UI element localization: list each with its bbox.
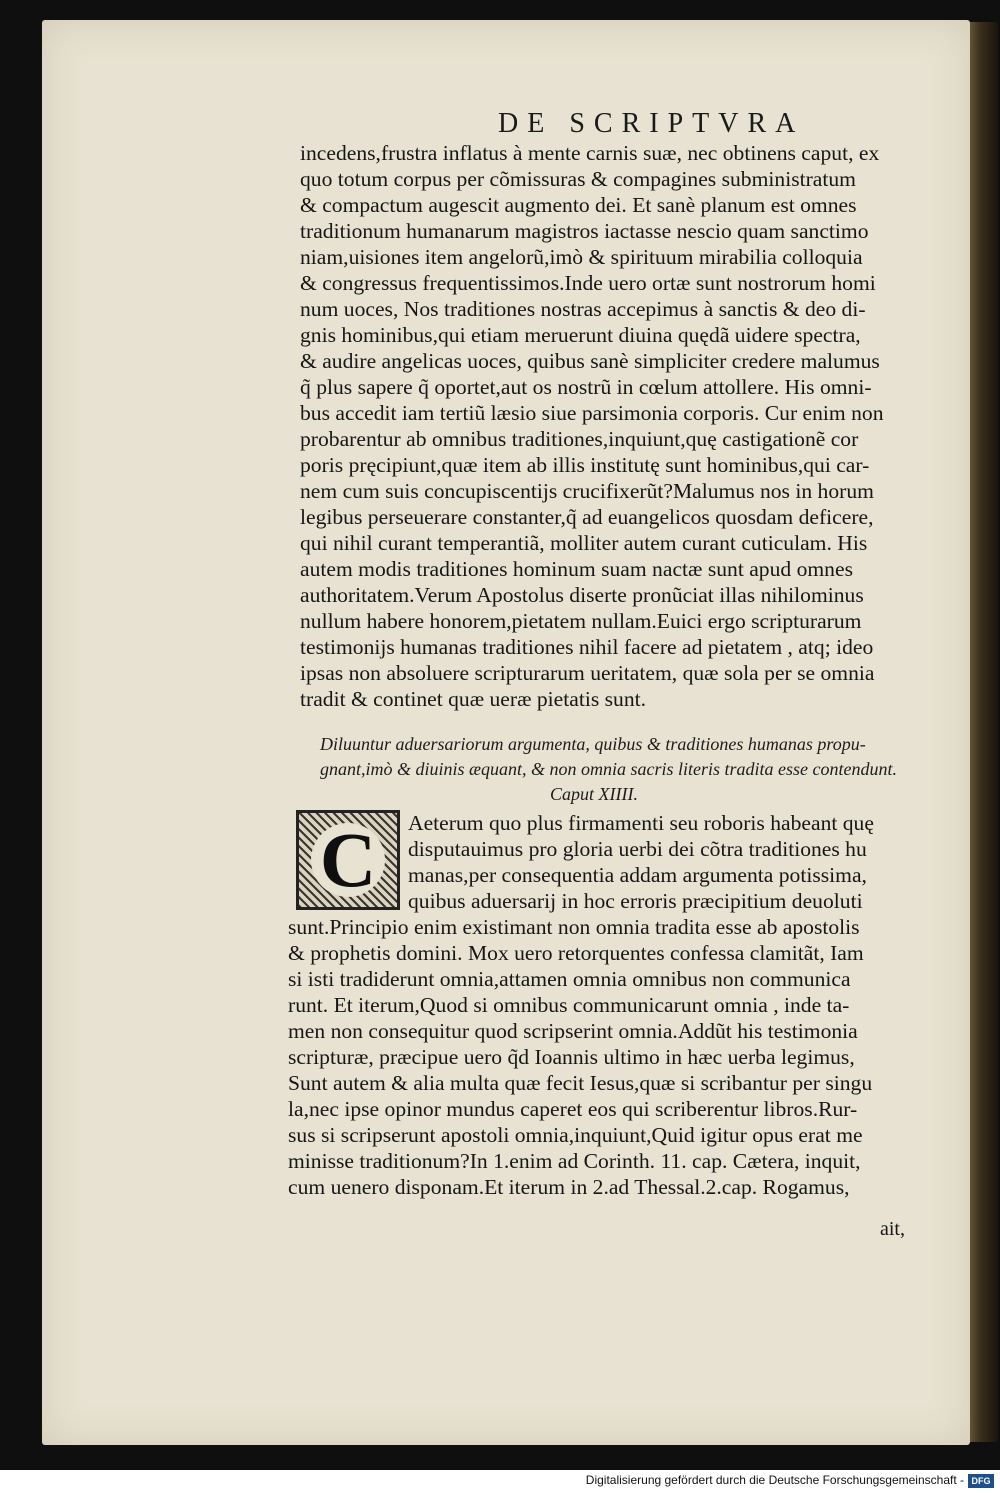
text-line: scripturæ, præcipue uero q̃d Ioannis ultimo in hæc uerba legimus, (288, 1045, 855, 1069)
text-line: & congressus frequentissimos.Inde uero ortæ sunt nostrorum homi (300, 271, 876, 295)
body-text (300, 140, 930, 712)
text-line: cum uenero disponam.Et iterum in 2.ad Thessal.2.cap. Rogamus, (288, 1175, 850, 1199)
text-line: la,nec ipse opinor mundus caperet eos qui scriberentur libros.Rur- (288, 1097, 858, 1121)
text-line: traditionum humanarum magistros iactasse nescio quam sanctimo (300, 219, 869, 243)
text-line: disputauimus pro gloria uerbi dei cõtra traditiones hu (408, 837, 867, 861)
text-line: poris pręcipiunt,quæ item ab illis institutę sunt hominibus,qui car- (300, 453, 870, 477)
text-line: gnis hominibus,qui etiam meruerunt diuina quędã uidere spectra, (300, 323, 861, 347)
chapter-text (288, 810, 928, 1200)
text-line: nullum habere honorem,pietatem nullam.Euici ergo scripturarum (300, 609, 862, 633)
text-line: incedens,frustra inflatus à mente carnis suæ, nec obtinens caput, ex (300, 141, 880, 165)
text-line: nem cum suis concupiscentijs crucifixerũt?Malumus nos in horum (300, 479, 874, 503)
text-line: quibus aduersarij in hoc erroris præcipitium deuoluti (408, 889, 863, 913)
text-line: manas,per consequentia addam argumenta potissima, (408, 863, 867, 887)
text-line: Aeterum quo plus firmamenti seu roboris habeant quę (408, 811, 874, 835)
chapter-caption (320, 732, 930, 807)
book-edge (968, 22, 998, 1442)
text-line: sus si scripserunt apostoli omnia,inquiunt,Quid igitur opus erat me (288, 1123, 863, 1147)
initial-letter: C (311, 823, 385, 897)
text-line: runt. Et iterum,Quod si omnibus communicarunt omnia , inde ta- (288, 993, 850, 1017)
text-line: Sunt autem & alia multa quæ fecit Iesus,quæ si scribantur per singu (288, 1071, 873, 1095)
text-line: & audire angelicas uoces, quibus sanè simpliciter credere malumus (300, 349, 880, 373)
text-line: niam,uisiones item angelorũ,imò & spirituum mirabilia colloquia (300, 245, 863, 269)
text-line: num uoces, Nos traditiones nostras accepimus à sanctis & deo di- (300, 297, 866, 321)
footer-bar (0, 1470, 1000, 1493)
chapter-number: Caput XIIII. (550, 784, 638, 804)
caption-line: Diluuntur aduersariorum argumenta, quibus & traditiones humanas propu- (320, 734, 866, 754)
text-line: quo totum corpus per cõmissuras & compagines subministratum (300, 167, 856, 191)
text-line: bus accedit iam tertiũ læsio siue parsimonia corporis. Cur enim non (300, 401, 884, 425)
text-line: minisse traditionum?In 1.enim ad Corinth. 11. cap. Cætera, inquit, (288, 1149, 861, 1173)
text-line: ipsas non absoluere scripturarum ueritatem, quæ sola per se omnia (300, 661, 875, 685)
catchword: ait, (880, 1218, 905, 1240)
text-line: & compactum augescit augmento dei. Et sanè planum est omnes (300, 193, 857, 217)
text-line: authoritatem.Verum Apostolus diserte pronũciat illas nihilominus (300, 583, 864, 607)
text-line: probarentur ab omnibus traditiones,inquiunt,quę castigationẽ cor (300, 427, 859, 451)
text-line: si isti tradiderunt omnia,attamen omnia omnibus non communica (288, 967, 851, 991)
caption-line: gnant,imò & diuinis æquant, & non omnia sacris literis tradita esse contendunt. (320, 759, 898, 779)
running-head: DE SCRIPTVRA (498, 108, 805, 139)
funding-notice: Digitalisierung gefördert durch die Deutsche Forschungsgemeinschaft - (585, 1473, 964, 1487)
text-line: autem modis traditiones hominum suam nactæ sunt apud omnes (300, 557, 853, 581)
text-line: qui nihil curant temperantiã, molliter autem curant cuticulam. His (300, 531, 868, 555)
text-line: tradit & continet quæ ueræ pietatis sunt. (300, 687, 647, 711)
text-line: men non consequitur quod scripserint omnia.Addũt his testimonia (288, 1019, 858, 1043)
text-line: legibus perseuerare constanter,q̃ ad euangelicos quosdam deficere, (300, 505, 874, 529)
text-line: sunt.Principio enim existimant non omnia tradita esse ab apostolis (288, 915, 860, 939)
text-line: & prophetis domini. Mox uero retorquentes confessa clamitãt, Iam (288, 941, 864, 965)
text-line: testimonijs humanas traditiones nihil facere ad pietatem , atq; ideo (300, 635, 874, 659)
dfg-logo: DFG (968, 1474, 994, 1488)
text-line: q̃ plus sapere q̃ oportet,aut os nostrũ in cœlum attollere. His omni- (300, 375, 872, 399)
